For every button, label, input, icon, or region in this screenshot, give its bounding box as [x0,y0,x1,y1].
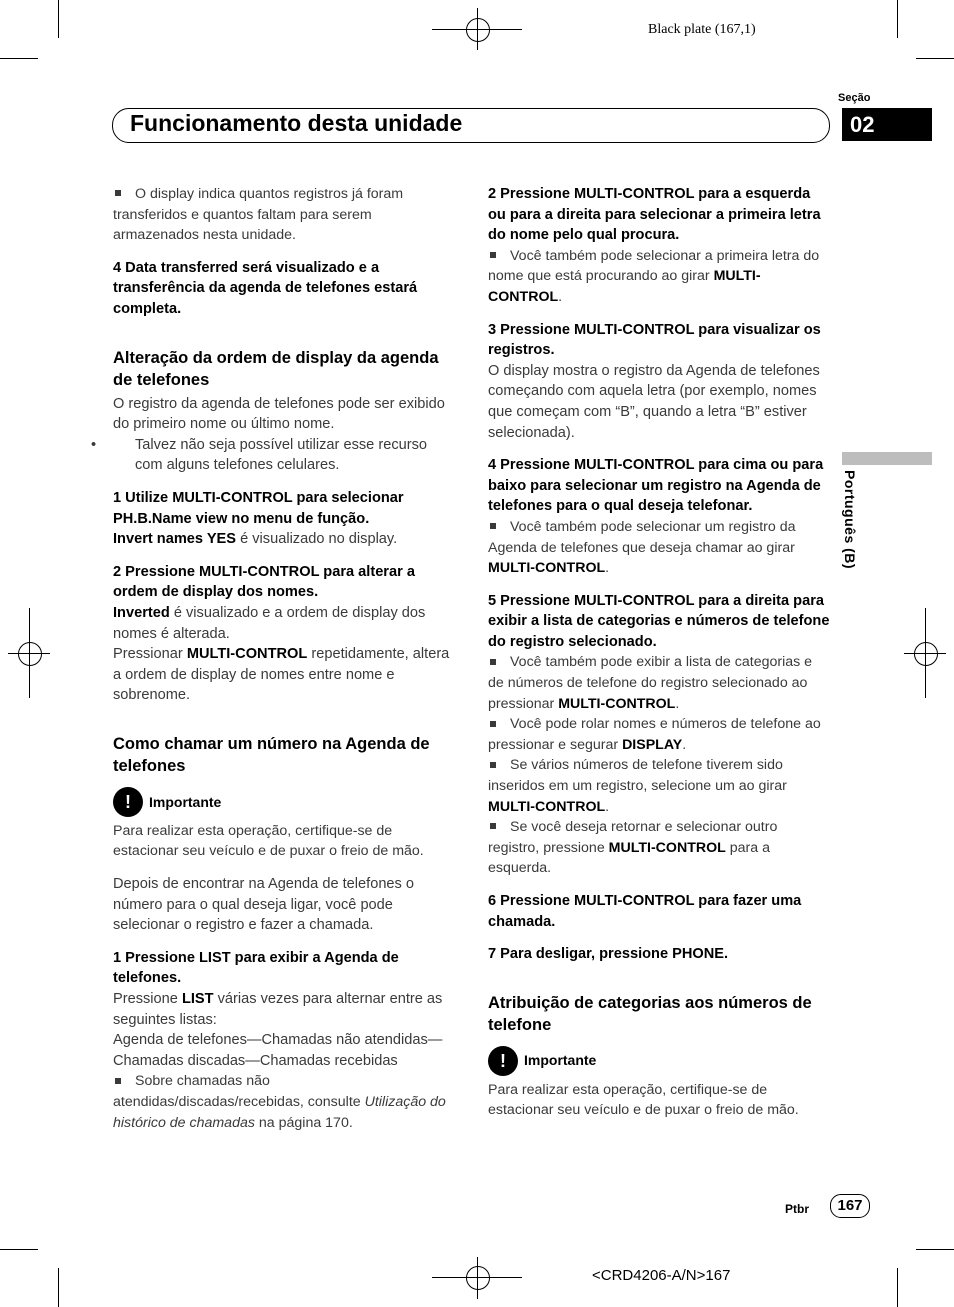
step-2: 2 Pressione MULTI-CONTROL para a esquerda ou para a direita para selecionar a primeira letra do nome pelo qual procura. [488,186,821,244]
step-1: 1 Utilize MULTI-CONTROL para selecionar PH.B.Name view no menu de função. [113,489,404,527]
paragraph: Pressione LIST várias vezes para alternar entre as seguintes listas: [113,991,443,1028]
note-item: Você também pode selecionar a primeira letra do nome que está procurando ao girar MULTI-CONTROL. [488,247,820,305]
square-bullet-icon [490,252,496,258]
crop-mark [58,1268,59,1307]
square-bullet-icon [490,659,496,665]
section-heading: Atribuição de categorias aos números de telefone [488,993,812,1034]
step-6: 6 Pressione MULTI-CONTROL para fazer uma chamada. [488,893,802,930]
square-bullet-icon [115,1078,121,1084]
important-block [113,787,455,817]
plate-label: Black plate (167,1) [648,22,756,37]
paragraph: Depois de encontrar na Agenda de telefones o número para o qual deseja ligar, você pode selecionar o registro e fazer a chamada. [113,876,415,934]
page-title: Funcionamento desta unidade [130,110,463,136]
crop-mark [897,0,898,38]
register-circle [18,642,42,666]
paragraph: Invert names YES é visualizado no display. [113,531,398,548]
language-code: Ptbr [785,1202,809,1216]
left-column [91,184,455,1133]
square-bullet-icon [490,823,496,829]
paragraph: O display mostra o registro da Agenda de telefones começando com aquela letra (por exemplo, nomes que começam com “B”, quando a letra “B” estiver selecionada). [488,362,820,441]
step-1: 1 Pressione LIST para exibir a Agenda de telefones. [113,949,399,987]
crop-mark [58,0,59,38]
register-circle [914,642,938,666]
note-item: Você também pode exibir a lista de categorias e de números de telefone do registro selecionado ao pressionar MULTI-CONTROL. [488,654,813,712]
section-number-badge: 02 [842,108,932,141]
square-bullet-icon [490,721,496,727]
section-heading: Como chamar um número na Agenda de telefones [113,734,430,775]
bullet-icon: • [91,436,97,453]
section-label: Seção [838,92,871,104]
note-item: Você pode rolar nomes e números de telefone ao pressionar e segurar DISPLAY. [488,716,821,753]
crop-mark [916,1249,954,1250]
square-bullet-icon [115,190,121,196]
square-bullet-icon [490,762,496,768]
important-icon: ! [488,1046,518,1076]
important-block [488,1046,830,1076]
crop-mark [0,1249,38,1250]
note-item: Se você deseja retornar e selecionar outro registro, pressione MULTI-CONTROL para a esquerda. [488,819,778,877]
step-7: 7 Para desligar, pressione PHONE. [488,946,729,963]
bullet-item: • Talvez não seja possível utilizar esse recurso com alguns telefones celulares. [91,436,428,474]
crop-mark [897,1268,898,1307]
document-code: <CRD4206-A/N>167 [592,1267,731,1284]
paragraph: Inverted é visualizado e a ordem de display dos nomes é alterada. [113,604,426,642]
square-bullet-icon [490,523,496,529]
step-3: 3 Pressione MULTI-CONTROL para visualizar os registros. [488,321,821,359]
right-column [488,184,830,1121]
section-heading: Alteração da ordem de display da agenda de telefones [113,348,439,389]
important-label: Importante [149,793,222,810]
register-circle [466,18,490,42]
step-5: 5 Pressione MULTI-CONTROL para a direita para exibir a lista de categorias e números de telefone do registro selecionado. [488,592,830,650]
note-item: Você também pode selecionar um registro da Agenda de telefones que deseja chamar ao girar MULTI-CONTROL. [488,518,796,577]
crop-mark [916,58,954,59]
step-4: 4 Pressione MULTI-CONTROL para cima ou para baixo para selecionar um registro na Agenda de telefones para o qual deseja telefonar. [488,457,824,515]
note-item: Sobre chamadas não atendidas/discadas/recebidas, consulte Utilização do histórico de chamadas na página 170. [113,1073,446,1131]
paragraph: Pressionar MULTI-CONTROL repetidamente, altera a ordem de display de nomes entre nome e sobrenome. [113,646,450,704]
note-item: O display indica quantos registros já foram transferidos e quantos faltam para serem armazenados nesta unidade. [113,186,404,244]
note-item: Se vários números de telefone tiverem sido inseridos em um registro, selecione um ao girar MULTI-CONTROL. [488,757,787,815]
important-text: Para realizar esta operação, certifique-se de estacionar seu veículo e de puxar o freio de mão. [488,1081,799,1119]
crop-mark [0,58,38,59]
step-2: 2 Pressione MULTI-CONTROL para alterar a ordem de display dos nomes. [113,563,415,601]
paragraph: O registro da agenda de telefones pode ser exibido do primeiro nome ou último nome. [113,395,445,433]
important-text: Para realizar esta operação, certifique-se de estacionar seu veículo e de puxar o freio de mão. [113,822,424,860]
language-tab-bar [842,452,932,465]
paragraph: Agenda de telefones—Chamadas não atendidas—Chamadas discadas—Chamadas recebidas [113,1032,443,1069]
register-circle [466,1266,490,1290]
step-4: 4 Data transferred será visualizado e a transferência da agenda de telefones estará completa. [113,259,418,317]
important-icon: ! [113,787,143,817]
important-label: Importante [524,1052,597,1069]
language-tab: Português (B) [842,470,858,570]
page-number: 167 [830,1194,870,1218]
